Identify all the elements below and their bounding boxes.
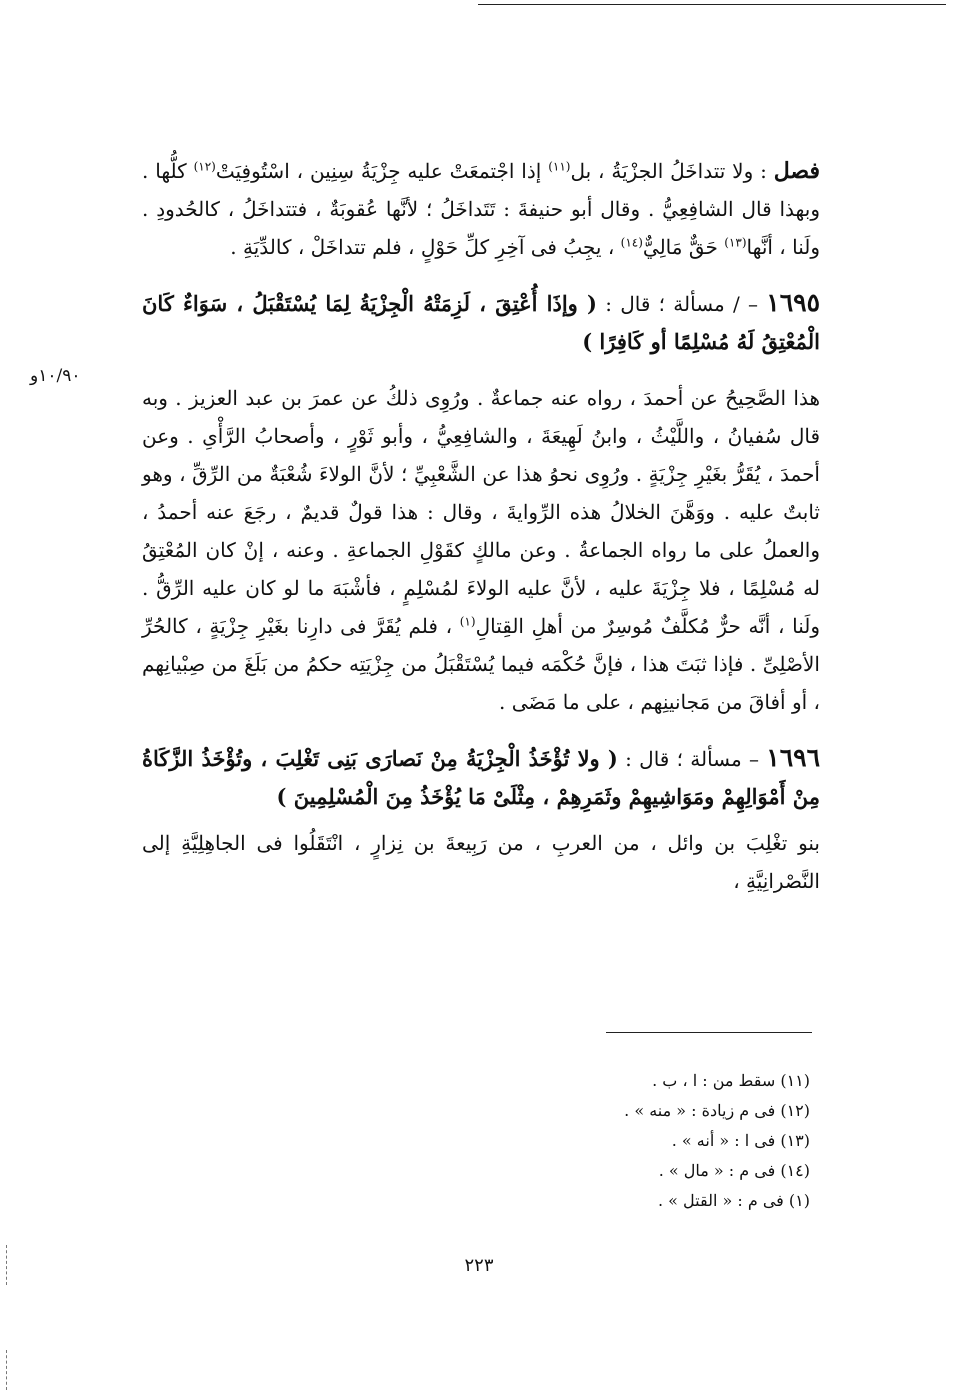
- issue-number: ١٦٩٥: [766, 288, 820, 317]
- footnote-item: (١١) سقط من : ا ، ب .: [652, 1071, 810, 1090]
- footnote-ref-11: (١١): [548, 159, 571, 174]
- issue-1696-heading: [142, 739, 820, 816]
- issue-1695-body: [142, 379, 820, 721]
- footnote-ref-12: (١٢): [193, 159, 216, 174]
- issue-quote: ( ولا تُؤْخَذُ الْجِزْيَةُ مِنْ نَصارَى بَنِى تَغْلِبَ ، وتُؤْخَذُ الزَّكَاةُ مِنْ أَمْوَالِهِمْ ومَوَاشِيهِمْ وثَمَرِهِمْ ، مِثْلَىْ مَا يُؤْخَذُ مِنَ الْمُسْلِمِينَ ): [142, 746, 820, 809]
- margin-manuscript-ref: ۱۰/۹۰و: [30, 366, 81, 386]
- issue-intro: – / مسألة ؛ قال :: [596, 292, 767, 316]
- page-body: [142, 152, 820, 900]
- issue-number: ١٦٩٦: [766, 743, 820, 772]
- footnotes-list: [460, 1066, 810, 1216]
- fasl-text: : ولا تتداخَلُ الجزْيَةُ ، بل: [570, 159, 774, 183]
- issue-1695-heading: [142, 284, 820, 361]
- fasl-text: إذا اجْتمعَتْ عليه جِزْيَةُ سِنِين ، اسْتُوفِيَتْ: [215, 159, 549, 183]
- footnote-ref-13: (١٣): [724, 235, 747, 250]
- fasl-text: ، يجِبُ فى آخِرِ كلِّ حَوْلٍ ، فلم تتداخَلْ ، كالدِّيَةِ .: [230, 235, 621, 259]
- footnote-item: (١٣) فى ا : « أنه » .: [671, 1131, 810, 1150]
- footnote-item: (١٢) فى م زيادة : « منه » .: [624, 1101, 810, 1120]
- fasl-heading: فصل: [773, 158, 821, 184]
- footnote-item: (١) فى م : « القتل » .: [658, 1191, 810, 1210]
- top-rule: [478, 4, 946, 5]
- issue-body: هذا الصَّحِيحُ عن أحمدَ ، رواه عنه جماعةٌ . ورُوِى ذلكُ عن عمرَ بن عبد العزيز . وبه قال سُفيانُ ، واللَّيْثُ ، وابنُ لَهِيعَةَ ، والشافِعِيُّ ، وأبو ثَوْرٍ ، وأصحابُ الرَّأْىِ . وعن أحمدَ ، يُقَرُّ بغَيْرِ جِزْيَةٍ . ورُوِى نحوُ هذا عن الشَّعْبِيِّ ؛ لأنَّ الولاءَ شُعْبَةٌ من الرِّقِّ ، وهو ثابتٌ عليه . ووَهَّنَ الخلالُ هذه الرِّوايةَ ، وقال : هذا قولٌ قديمٌ ، رجَعَ عنه أحمدُ ، والعملُ على ما رواه الجماعةُ . وعن مالكٍ كقَوْلِ الجماعةِ . وعنه ، إنْ كان المُعْتِقُ له مُسْلِمًا ، فلا جِزْيَةَ عليه ، لأنَّ عليه الولاءَ لمُسْلِمٍ ، فأشْبَهَ ما لو كان عليه الرِّقُّ . ولَنا ، أنَّه حرٌّ مُكلَّفٌ مُوسِرٌ من أهلِ القِتالِ: [142, 386, 820, 638]
- footnote-ref-14: (١٤): [620, 235, 643, 250]
- section-fasl: [142, 152, 820, 266]
- fasl-text: حَقٌّ مَالِيٌّ: [642, 235, 725, 259]
- issue-body: ، فلم يُقَرَّ فى دارِنا بغَيْرِ جِزْيَةٍ ، كالحُرِّ الأصْلِىِّ . فإذا ثبَتَ هذا ، فإنَّ حُكْمَه فيما يُسْتَقْبَلُ من جِزْيَتِه حكمُ من بَلَغَ من صِبْيانِهم ، أو أفاقَ من مَجانينِهم ، على ما مَضَى .: [142, 614, 820, 714]
- page-number: ٢٢٣: [464, 1255, 494, 1276]
- issue-1696-body: بنو تغْلِبَ بن وائل ، من العربِ ، من رَبِيعةَ بن نِزارٍ ، انْتَقَلُوا فى الجاهِلِيَّةِ إلى النَّصْرانِيَّةِ ،: [142, 831, 820, 893]
- footnote-ref-1: (١): [459, 614, 476, 629]
- footnote-item: (١٤) فى م : « مال » .: [658, 1161, 810, 1180]
- fasl-text: كلُّها . وبهذا قال الشافِعِيُّ . وقال أبو حنيفةَ : تَتَداخَلُ ؛ لأنَّها عُقوبَةٌ ، فتتداخَلُ ، كالحُدودِ . ولَنا ، أنَّها: [142, 159, 820, 259]
- issue-quote: ( وإذَا أُعْتِقَ ، لَزِمَتْهُ الْجِزْيَةُ لِمَا يُسْتَقْبَلُ ، سَوَاءٌ كَانَ الْمُعْتِقُ لَهُ مُسْلِمًا أو كَافِرًا ): [142, 291, 820, 354]
- margin-ticks-lower: [6, 1350, 7, 1390]
- footnote-separator: [606, 1032, 812, 1033]
- issue-intro: – مسألة ؛ قال :: [617, 747, 767, 771]
